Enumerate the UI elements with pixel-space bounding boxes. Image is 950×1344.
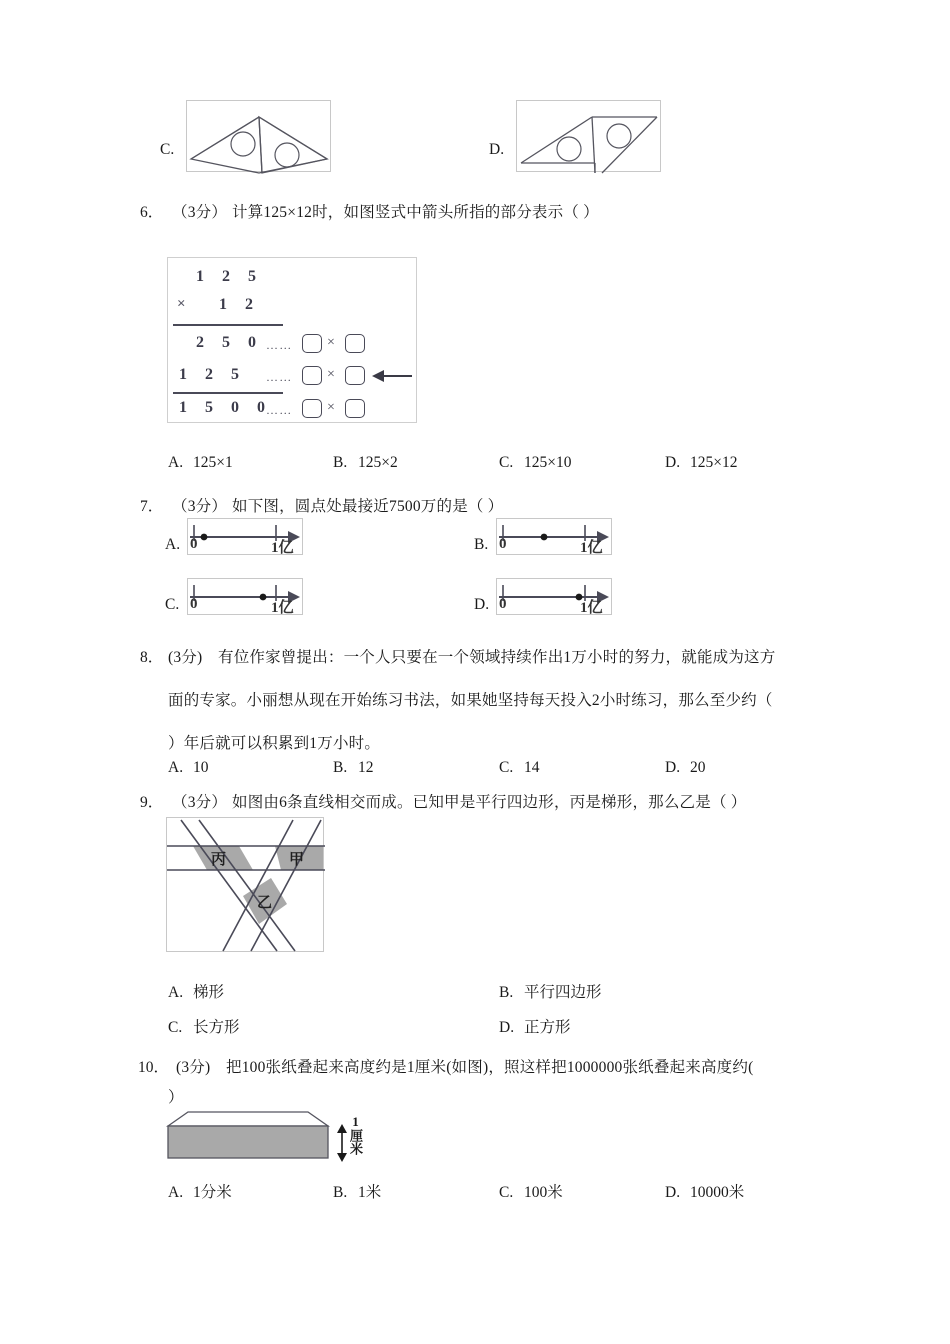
q10-option-d-label[interactable]: D. — [665, 1184, 681, 1201]
q10-option-c-label[interactable]: C. — [499, 1184, 514, 1201]
q8-option-d-label[interactable]: D. — [665, 759, 681, 776]
vmul-box-times-2: × — [327, 367, 335, 382]
q9-option-b-text[interactable]: 平行四边形 — [524, 984, 602, 1001]
vmul-rule-bottom — [173, 392, 283, 394]
q9-option-a-label[interactable]: A. — [168, 984, 184, 1001]
vmul-dots-3: …… — [266, 403, 293, 417]
q7-option-b-label[interactable]: B. — [474, 536, 489, 553]
vmul-pointer-arrow-icon — [370, 366, 414, 386]
q8-option-b-label[interactable]: B. — [333, 759, 348, 776]
q5-option-c-figure — [186, 100, 331, 172]
q6-option-c-label[interactable]: C. — [499, 454, 514, 471]
q9-option-c-text[interactable]: 长方形 — [193, 1019, 240, 1036]
q8-option-c-text[interactable]: 14 — [524, 759, 540, 776]
vmul-multiplicand: 1 2 5 — [196, 268, 263, 285]
q9-score: （3分） — [172, 794, 228, 811]
q10-option-b-label[interactable]: B. — [333, 1184, 348, 1201]
q8-text-line1: 有位作家曾提出：一个人只要在一个领域持续作出1万小时的努力，就能成为这方 — [218, 649, 776, 666]
q7-option-c-numberline[interactable] — [187, 578, 303, 615]
q7-option-c-label[interactable]: C. — [165, 596, 180, 613]
q6-option-d-text[interactable]: 125×12 — [690, 454, 738, 471]
vmul-box-1a — [302, 334, 322, 353]
q10-number: 10． — [138, 1059, 170, 1076]
vmul-box-3b — [345, 399, 365, 418]
q9-option-b-label[interactable]: B. — [499, 984, 514, 1001]
q5-option-d-label: D. — [489, 141, 505, 158]
vmul-dots-1: …… — [266, 338, 293, 352]
q10-option-a-text[interactable]: 1分米 — [193, 1184, 232, 1201]
vmul-partial-1: 2 5 0 — [196, 334, 263, 351]
q7-option-d-label[interactable]: D. — [474, 596, 490, 613]
q9-option-d-text[interactable]: 正方形 — [524, 1019, 571, 1036]
q6-vertical-multiplication-figure — [167, 257, 417, 423]
q8-option-b-text[interactable]: 12 — [358, 759, 374, 776]
q5-option-c-label: C. — [160, 141, 175, 158]
vmul-box-1b — [345, 334, 365, 353]
q9-option-d-label[interactable]: D. — [499, 1019, 515, 1036]
q8-option-c-label[interactable]: C. — [499, 759, 514, 776]
q7-c-tick-start: 0 — [190, 596, 198, 612]
q5-option-d-figure — [516, 100, 661, 172]
vmul-times-sign: × — [177, 296, 186, 312]
vmul-box-3a — [302, 399, 322, 418]
q10-option-a-label[interactable]: A. — [168, 1184, 184, 1201]
vmul-multiplier: 1 2 — [219, 296, 260, 313]
q6-option-a-label[interactable]: A. — [168, 454, 184, 471]
q9-option-a-text[interactable]: 梯形 — [193, 984, 225, 1001]
q10-text-line1: 把100张纸叠起来高度约是1厘米(如图)，照这样把1000000张纸叠起来高度约( — [226, 1059, 754, 1076]
q6-option-b-label[interactable]: B. — [333, 454, 348, 471]
vmul-box-times-1: × — [327, 335, 335, 350]
q6-number: 6． — [140, 204, 164, 221]
q10-option-b-text[interactable]: 1米 — [358, 1184, 382, 1201]
q8-option-a-label[interactable]: A. — [168, 759, 184, 776]
q6-text: 计算125×12时，如图竖式中箭头所指的部分表示（ ） — [232, 204, 599, 221]
q7-b-tick-end: 1亿 — [580, 540, 603, 556]
q6-option-c-text[interactable]: 125×10 — [524, 454, 572, 471]
vmul-box-times-3: × — [327, 400, 335, 415]
q7-a-tick-end: 1亿 — [271, 540, 294, 556]
q9-region-yi-label: 乙 — [257, 895, 273, 911]
q10-option-d-text[interactable]: 10000米 — [690, 1184, 745, 1201]
q8-score: (3分) — [168, 649, 203, 666]
q8-text-line2: 面的专家。小丽想从现在开始练习书法，如果她坚持每天投入2小时练习，那么至少约（ — [168, 692, 773, 709]
q7-score: （3分） — [172, 498, 228, 515]
q9-region-bing-label: 丙 — [211, 852, 227, 868]
q7-a-tick-start: 0 — [190, 536, 198, 552]
q7-option-a-label[interactable]: A. — [165, 536, 181, 553]
q10-option-c-text[interactable]: 100米 — [524, 1184, 563, 1201]
q7-d-tick-start: 0 — [499, 596, 507, 612]
vmul-rule-top — [173, 324, 283, 326]
q9-text: 如图由6条直线相交而成。已知甲是平行四边形，丙是梯形，那么乙是（ ） — [232, 794, 747, 811]
q8-text-line3: ）年后就可以积累到1万小时。 — [168, 735, 381, 752]
q7-option-b-numberline[interactable] — [496, 518, 612, 555]
q7-option-a-numberline[interactable] — [187, 518, 303, 555]
vmul-product: 1 5 0 0 — [179, 399, 272, 416]
q6-option-b-text[interactable]: 125×2 — [358, 454, 398, 471]
q7-d-tick-end: 1亿 — [580, 600, 603, 616]
q7-option-d-numberline[interactable] — [496, 578, 612, 615]
q10-paper-stack-figure — [166, 1108, 366, 1170]
q8-option-d-text[interactable]: 20 — [690, 759, 706, 776]
q10-score: (3分) — [176, 1059, 211, 1076]
q8-number: 8． — [140, 649, 164, 666]
vmul-box-2b — [345, 366, 365, 385]
q6-option-d-label[interactable]: D. — [665, 454, 681, 471]
q6-option-a-text[interactable]: 125×1 — [193, 454, 233, 471]
q9-option-c-label[interactable]: C. — [168, 1019, 183, 1036]
vmul-box-2a — [302, 366, 322, 385]
q7-b-tick-start: 0 — [499, 536, 507, 552]
q10-text-line2: ） — [168, 1089, 184, 1106]
q10-stack-height-label: 1厘米 — [348, 1114, 363, 1155]
vmul-dots-2: …… — [266, 370, 293, 384]
q9-geometry-figure — [166, 817, 324, 952]
q7-text: 如下图，圆点处最接近7500万的是（ ） — [232, 498, 504, 515]
vmul-partial-2: 1 2 5 — [179, 366, 246, 383]
q9-number: 9． — [140, 794, 164, 811]
q8-option-a-text[interactable]: 10 — [193, 759, 209, 776]
q6-score: （3分） — [172, 204, 228, 221]
q7-c-tick-end: 1亿 — [271, 600, 294, 616]
q7-number: 7． — [140, 498, 164, 515]
q9-region-jia-label: 甲 — [289, 852, 305, 868]
